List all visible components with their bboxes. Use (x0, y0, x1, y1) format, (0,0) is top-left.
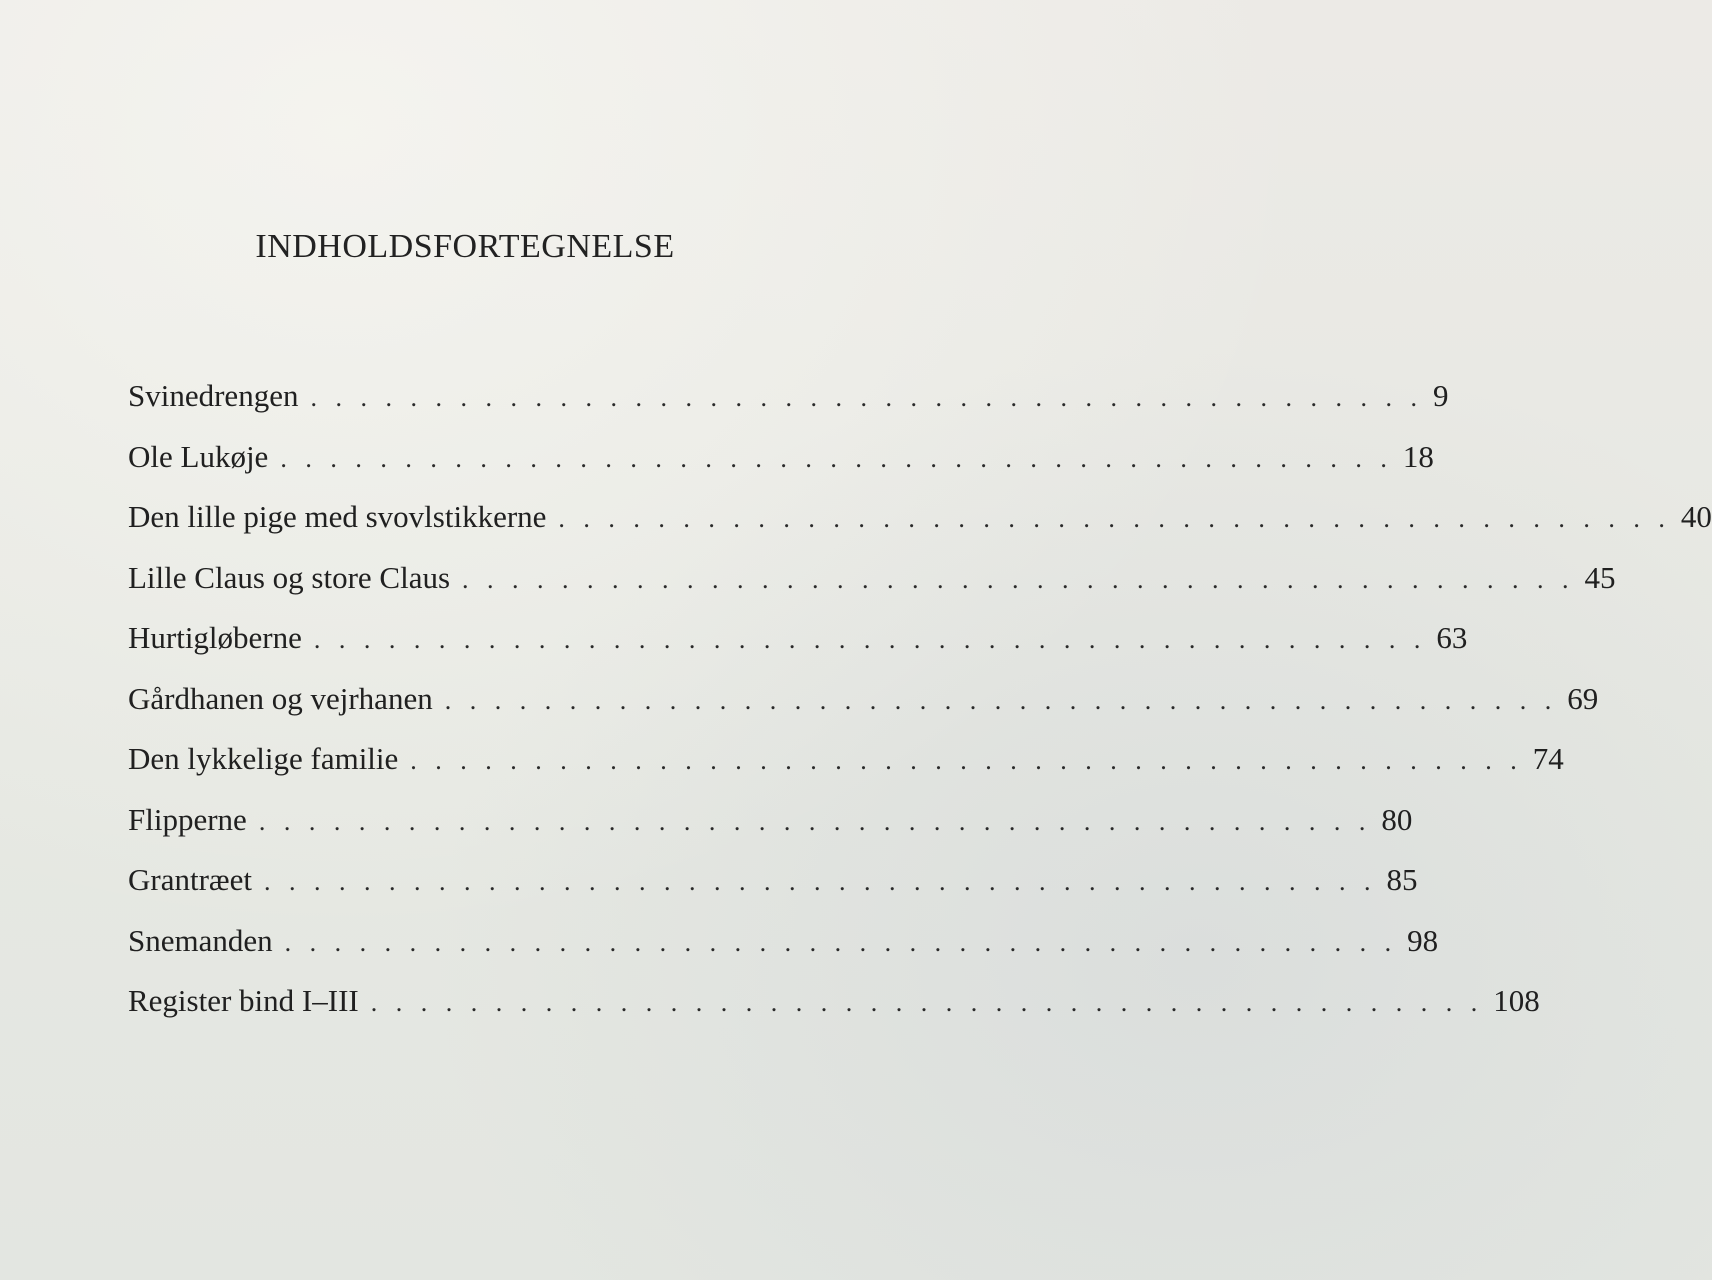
dot-leader: . . . . . . . . . . . . . . . . . . . . . . . . . . . . . . . . . . . . . . . . . . . . . (284, 927, 1398, 957)
toc-entry (128, 862, 1418, 923)
toc-entry-title: Hurtigløberne (128, 620, 302, 655)
toc-entry (128, 378, 1449, 439)
toc-entry-title: Den lykkelige familie (128, 741, 399, 776)
dot-leader: . . . . . . . . . . . . . . . . . . . . . . . . . . . . . . . . . . . . . . . . . . . . . (558, 504, 1671, 533)
toc-entry (128, 801, 1413, 863)
toc-entry-page: 85 (1386, 862, 1418, 897)
toc-entry-page: 9 (1432, 378, 1449, 413)
toc-entry (128, 680, 1599, 742)
dot-leader: . . . . . . . . . . . . . . . . . . . . . . . . . . . . . . . . . . . . . . . . . . . . . (310, 383, 1423, 412)
toc-entry (128, 620, 1468, 681)
dot-leader: . . . . . . . . . . . . . . . . . . . . . . . . . . . . . . . . . . . . . . . . . . . . . (370, 988, 1484, 1017)
dot-leader: . . . . . . . . . . . . . . . . . . . . . . . . . . . . . . . . . . . . . . . . . . . . . (280, 443, 1393, 473)
toc-entry-title: Grantræet (128, 862, 252, 897)
dot-leader: . . . . . . . . . . . . . . . . . . . . . . . . . . . . . . . . . . . . . . . . . . . . . (444, 685, 1558, 715)
toc-entry-page: 63 (1436, 620, 1468, 655)
toc-entry (128, 438, 1434, 500)
toc-entry-title: Den lille pige med svovlstikkerne (128, 499, 547, 534)
toc-entry-title: Flipperne (128, 801, 247, 837)
toc-entry (128, 922, 1439, 984)
toc-entry-title: Register bind I–III (128, 983, 359, 1018)
toc-entry-page: 45 (1584, 559, 1616, 595)
toc-entry (128, 983, 1540, 1044)
toc-entry-page: 40 (1680, 499, 1712, 534)
toc-entry-page: 80 (1381, 801, 1413, 837)
toc-entry-title: Lille Claus og store Claus (128, 559, 451, 595)
toc-entry-page: 69 (1567, 680, 1599, 716)
dot-leader: . . . . . . . . . . . . . . . . . . . . . . . . . . . . . . . . . . . . . . . . . . . . . (263, 867, 1377, 896)
toc-entry-title: Svinedrengen (128, 378, 299, 413)
toc-entry-title: Snemanden (128, 922, 273, 958)
toc-entry-page: 98 (1407, 922, 1439, 958)
toc-entry-title: Gårdhanen og vejrhanen (128, 680, 433, 716)
dot-leader: . . . . . . . . . . . . . . . . . . . . . . . . . . . . . . . . . . . . . . . . . . . . . (258, 806, 1372, 836)
toc-entry (128, 559, 1616, 621)
dot-leader: . . . . . . . . . . . . . . . . . . . . . . . . . . . . . . . . . . . . . . . . . . . . . (313, 625, 1427, 654)
toc-entry-page: 74 (1532, 741, 1564, 776)
dot-leader: . . . . . . . . . . . . . . . . . . . . . . . . . . . . . . . . . . . . . . . . . . . . . (462, 564, 1575, 594)
toc-entry-page: 18 (1402, 438, 1434, 474)
toc-entry-title: Ole Lukøje (128, 438, 269, 474)
table-of-contents (128, 378, 1712, 1044)
toc-entry (128, 499, 1712, 560)
page-title: INDHOLDSFORTEGNELSE (255, 228, 675, 265)
toc-entry (128, 741, 1564, 802)
dot-leader: . . . . . . . . . . . . . . . . . . . . . . . . . . . . . . . . . . . . . . . . . . . . . (410, 746, 1523, 775)
toc-entry-page: 108 (1493, 983, 1540, 1018)
